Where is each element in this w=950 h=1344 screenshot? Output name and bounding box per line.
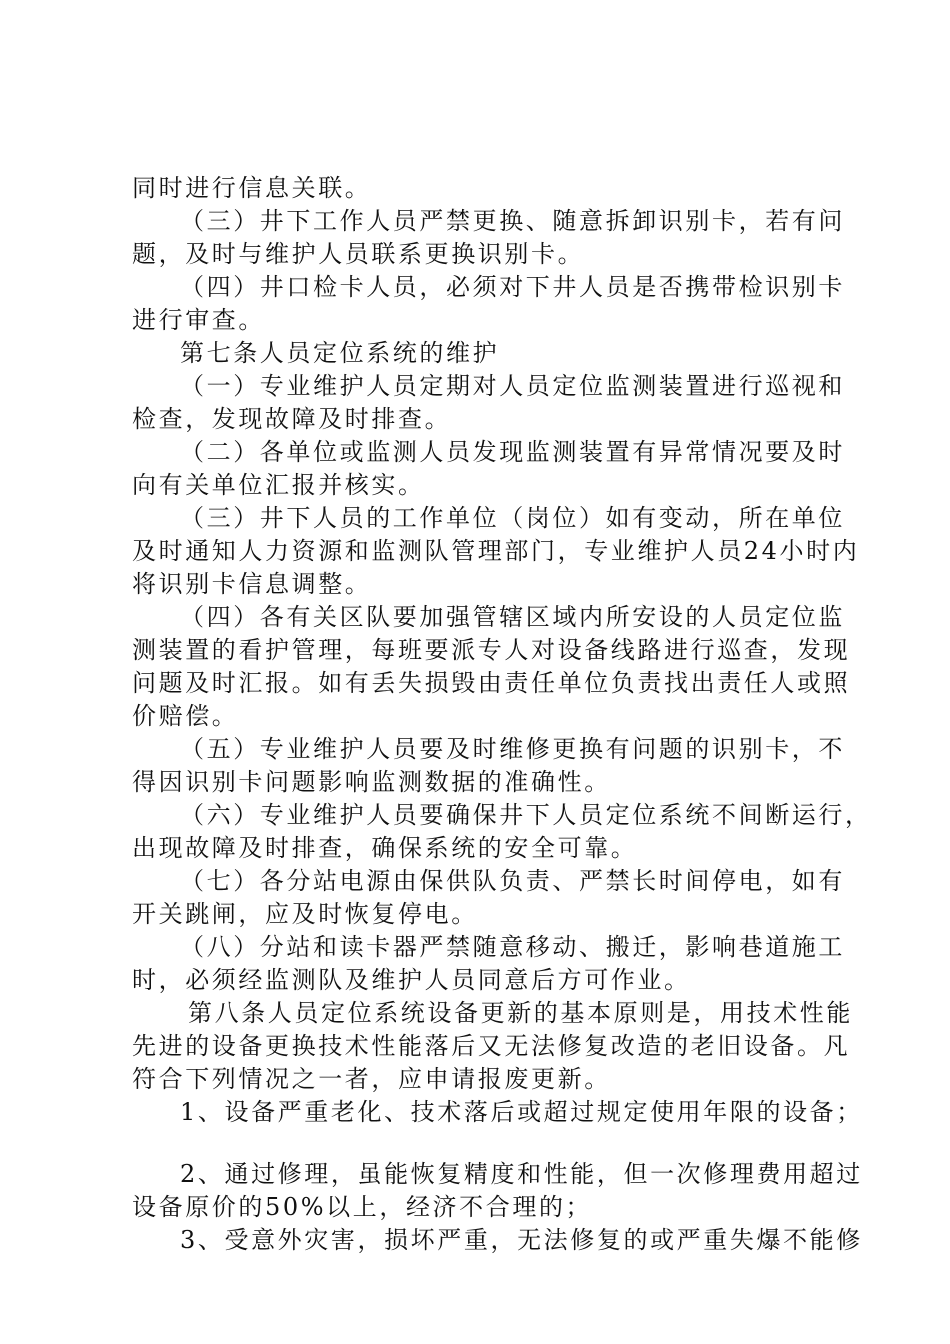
text-line: 检查，发现故障及时排查。 (132, 405, 452, 433)
text-line: 开关跳闸，应及时恢复停电。 (132, 900, 478, 928)
list-item: 3、受意外灾害，损坏严重，无法修复的或严重失爆不能修 (180, 1226, 863, 1254)
text-line: 向有关单位汇报并核实。 (132, 471, 425, 499)
text-line: （八）分站和读卡器严禁随意移动、搬迁，影响巷道施工 (180, 933, 845, 961)
list-item: 1、设备严重老化、技术落后或超过规定使用年限的设备； (180, 1098, 863, 1126)
text-line: （三）井下工作人员严禁更换、随意拆卸识别卡，若有问 (180, 207, 845, 235)
text-line: （六）专业维护人员要确保井下人员定位系统不间断运行， (180, 801, 872, 829)
text-line: 设备原价的50%以上，经济不合理的； (132, 1193, 593, 1221)
text-line: 先进的设备更换技术性能落后又无法修复改造的老旧设备。凡 (132, 1032, 851, 1060)
text-line: （四）井口检卡人员，必须对下井人员是否携带检识别卡 (180, 273, 845, 301)
text-line: 进行审查。 (132, 306, 265, 334)
text-line: （五）专业维护人员要及时维修更换有问题的识别卡，不 (180, 735, 845, 763)
text-line: 将识别卡信息调整。 (132, 570, 372, 598)
text-line: （二）各单位或监测人员发现监测装置有异常情况要及时 (180, 438, 845, 466)
text-line: 价赔偿。 (132, 702, 239, 730)
text-line: 问题及时汇报。如有丢失损毁由责任单位负责找出责任人或照 (132, 669, 851, 697)
text-line: （七）各分站电源由保供队负责、严禁长时间停电，如有 (180, 867, 845, 895)
text-line: 时，必须经监测队及维护人员同意后方可作业。 (132, 966, 691, 994)
text-line: 符合下列情况之一者，应申请报废更新。 (132, 1065, 611, 1093)
article-heading: 第七条人员定位系统的维护 (180, 339, 500, 367)
article-heading: 第八条人员定位系统设备更新的基本原则是，用技术性能 (188, 999, 853, 1027)
text-line: 及时通知人力资源和监测队管理部门，专业维护人员24小时内 (132, 537, 860, 565)
text-line: 测装置的看护管理，每班要派专人对设备线路进行巡查，发现 (132, 636, 851, 664)
text-line: （四）各有关区队要加强管辖区域内所安设的人员定位监 (180, 603, 845, 631)
text-line: 得因识别卡问题影响监测数据的准确性。 (132, 768, 611, 796)
text-line: 题，及时与维护人员联系更换识别卡。 (132, 240, 585, 268)
list-item: 2、通过修理，虽能恢复精度和性能，但一次修理费用超过 (180, 1160, 863, 1188)
text-line: 出现故障及时排查，确保系统的安全可靠。 (132, 834, 638, 862)
text-line: （一）专业维护人员定期对人员定位监测装置进行巡视和 (180, 372, 845, 400)
text-line: （三）井下人员的工作单位（岗位）如有变动，所在单位 (180, 504, 845, 532)
text-line: 同时进行信息关联。 (132, 174, 372, 202)
